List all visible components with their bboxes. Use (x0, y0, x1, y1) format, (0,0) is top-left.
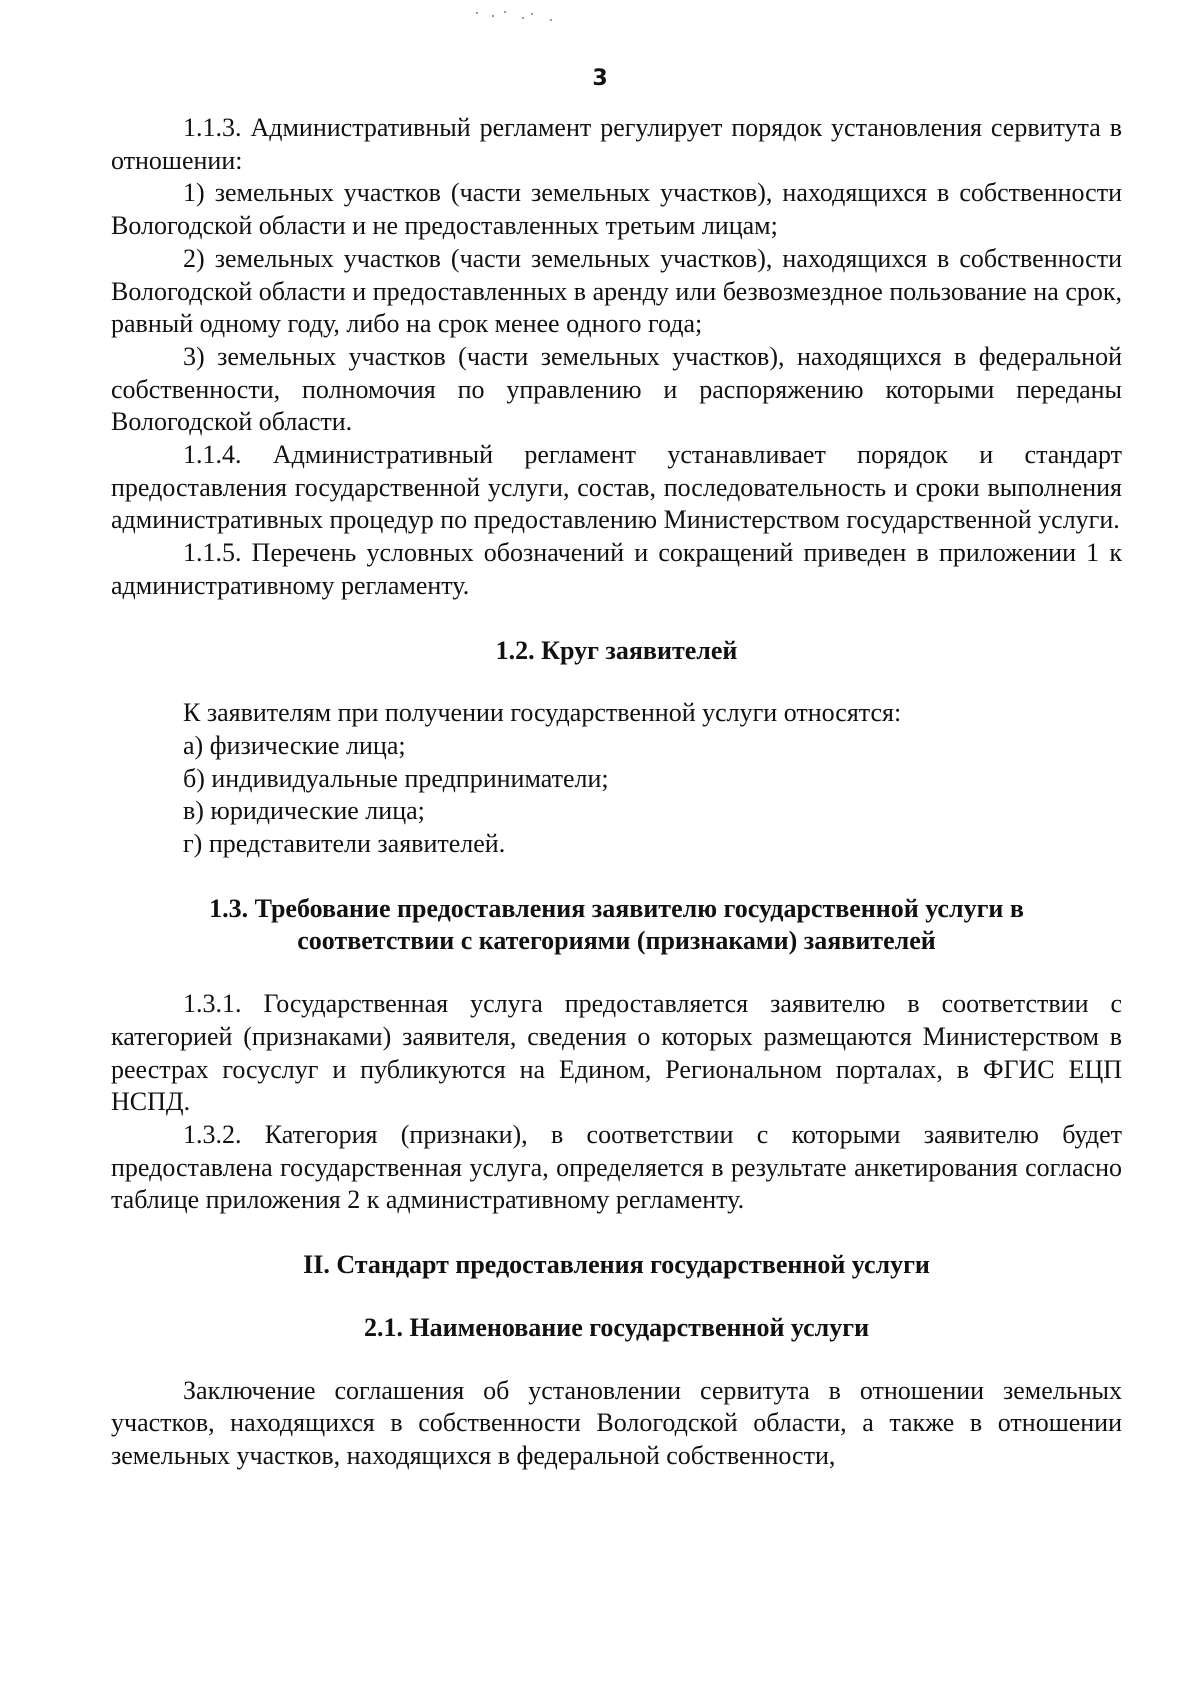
list-item-3: 3) земельных участков (части земельных участков), находящихся в федеральной собственности, полномочия по управлению и распоряжению которыми переданы Вологодской области. (111, 341, 1122, 437)
list-item-2: 2) земельных участков (части земельных участков), находящихся в собственности Вологодской области и предоставленных в аренду или безвозмездное пользование на срок, равный одному году, либо на срок менее одного года; (111, 243, 1122, 339)
paragraph-1-1-3: 1.1.3. Административный регламент регулирует порядок установления сервитута в отношении: (111, 113, 1122, 175)
applicants-intro: К заявителям при получении государственной услуги относятся: (183, 698, 902, 728)
paragraph-1-1-5: 1.1.5. Перечень условных обозначений и сокращений приведен в приложении 1 к административному регламенту. (111, 538, 1122, 600)
applicant-item-g: г) представители заявителей. (183, 829, 506, 859)
paragraph-1-3-2: 1.3.2. Категория (признаки), в соответствии с которыми заявителю будет предоставлена государственная услуга, определяется в результате анкетирования согласно таблице приложения 2 к административному регламенту. (111, 1119, 1122, 1215)
paragraph-1-3-1: 1.3.1. Государственная услуга предоставляется заявителю в соответствии с категорией (признаками) заявителя, сведения о которых размещаются Министерством в реестрах госуслуг и публикуются на Едином, Региональном порталах, в ФГИС ЕЦП НСПД. (111, 989, 1122, 1117)
applicant-item-a: а) физические лица; (183, 730, 406, 760)
list-item-1: 1) земельных участков (части земельных участков), находящихся в собственности Вологодской области и не предоставленных третьим лицам; (111, 178, 1122, 241)
page-number: 3 (592, 66, 608, 91)
paragraph-2-1: Заключение соглашения об установлении сервитута в отношении земельных участков, находящихся в собственности Вологодской области, а также в отношении земельных участков, находящихся в федеральной собственности, (111, 1375, 1122, 1470)
document-body (111, 112, 1122, 1473)
applicant-item-v: в) юридические лица; (183, 796, 425, 826)
heading-1-2: 1.2. Круг заявителей (495, 635, 738, 665)
heading-section-2: II. Стандарт предоставления государственной услуги (303, 1250, 930, 1280)
heading-1-3: 1.3. Требование предоставления заявителю государственной услуги в соответствии с категориями (признаками) заявителей (209, 893, 1024, 956)
scan-specks (470, 8, 580, 24)
applicant-item-b: б) индивидуальные предприниматели; (183, 763, 609, 793)
heading-2-1: 2.1. Наименование государственной услуги (363, 1312, 870, 1342)
paragraph-1-1-4: 1.1.4. Административный регламент устанавливает порядок и стандарт предоставления государственной услуги, состав, последовательность и сроки выполнения административных процедур по предоставлению Министерством государственной услуги. (111, 440, 1122, 535)
